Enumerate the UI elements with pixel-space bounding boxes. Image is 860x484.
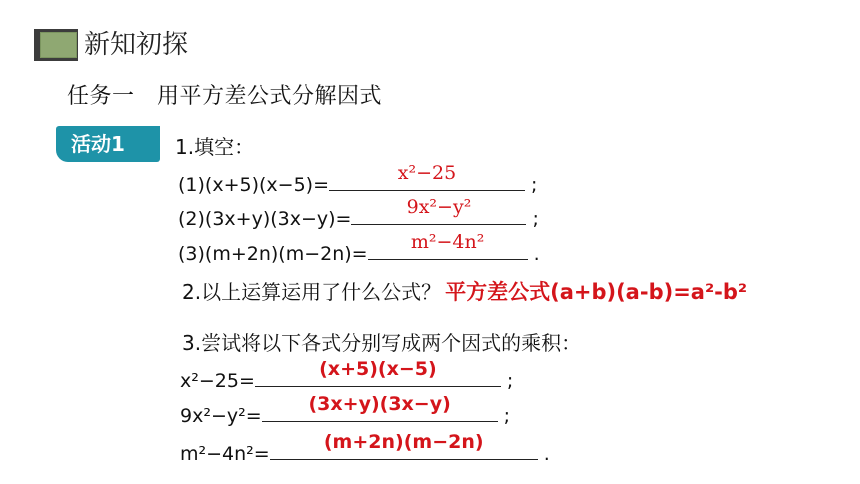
q3-item-2-punct: ; bbox=[503, 405, 511, 427]
q3-item-3-expr: m²−4n²= bbox=[180, 443, 270, 465]
q1-item-3-punct: . bbox=[533, 243, 540, 265]
q3-item-1-answer: (x+5)(x−5) bbox=[319, 358, 437, 380]
q1-item-3-blank bbox=[368, 231, 528, 260]
q1-item-1-blank bbox=[329, 162, 525, 191]
q3-item-2-expr: 9x²−y²= bbox=[180, 405, 262, 427]
q3-heading: 3.尝试将以下各式分别写成两个因式的乘积： bbox=[182, 331, 582, 355]
q3-item-2 bbox=[180, 393, 511, 428]
q1-item-2 bbox=[178, 196, 539, 231]
q3-item-3-blank bbox=[270, 431, 538, 460]
q1-item-1 bbox=[178, 162, 538, 197]
q3-item-3-answer: (m+2n)(m−2n) bbox=[323, 431, 484, 453]
task-title: 任务一 用平方差公式分解因式 bbox=[67, 84, 383, 109]
q1-item-1-answer: x²−25 bbox=[397, 162, 457, 184]
q3-item-3 bbox=[180, 431, 550, 466]
section-title: 新知初探 bbox=[84, 30, 189, 60]
q1-item-3-answer: m²−4n² bbox=[410, 231, 485, 253]
q1-heading: 1.填空： bbox=[175, 135, 255, 159]
section-marker-icon bbox=[34, 29, 78, 61]
q3-item-1-blank bbox=[255, 358, 501, 387]
activity-badge bbox=[56, 126, 160, 162]
q2-question: 2.以上运算运用了什么公式？ bbox=[182, 280, 442, 304]
q1-item-2-punct: ; bbox=[532, 208, 539, 230]
q3-item-1-punct: ; bbox=[506, 370, 514, 392]
activity-badge-label: 活动1 bbox=[71, 132, 125, 156]
q1-item-3-expr: (3)(m+2n)(m−2n)= bbox=[178, 243, 368, 265]
q1-item-1-expr: (1)(x+5)(x−5)= bbox=[178, 174, 329, 196]
q3-item-1-expr: x²−25= bbox=[180, 370, 255, 392]
q1-item-1-punct: ; bbox=[531, 174, 538, 196]
q3-item-1 bbox=[180, 358, 514, 393]
q1-item-2-expr: (2)(3x+y)(3x−y)= bbox=[178, 208, 352, 230]
q2-line bbox=[182, 278, 747, 306]
q3-item-3-punct: . bbox=[543, 443, 550, 465]
q1-item-2-answer: 9x²−y² bbox=[406, 196, 472, 218]
q1-item-3 bbox=[178, 231, 540, 266]
q1-item-2-blank bbox=[351, 196, 526, 225]
q2-answer: 平方差公式(a+b)(a-b)=a²-b² bbox=[445, 280, 748, 304]
q3-item-2-blank bbox=[262, 393, 498, 422]
q3-item-2-answer: (3x+y)(3x−y) bbox=[308, 393, 451, 415]
